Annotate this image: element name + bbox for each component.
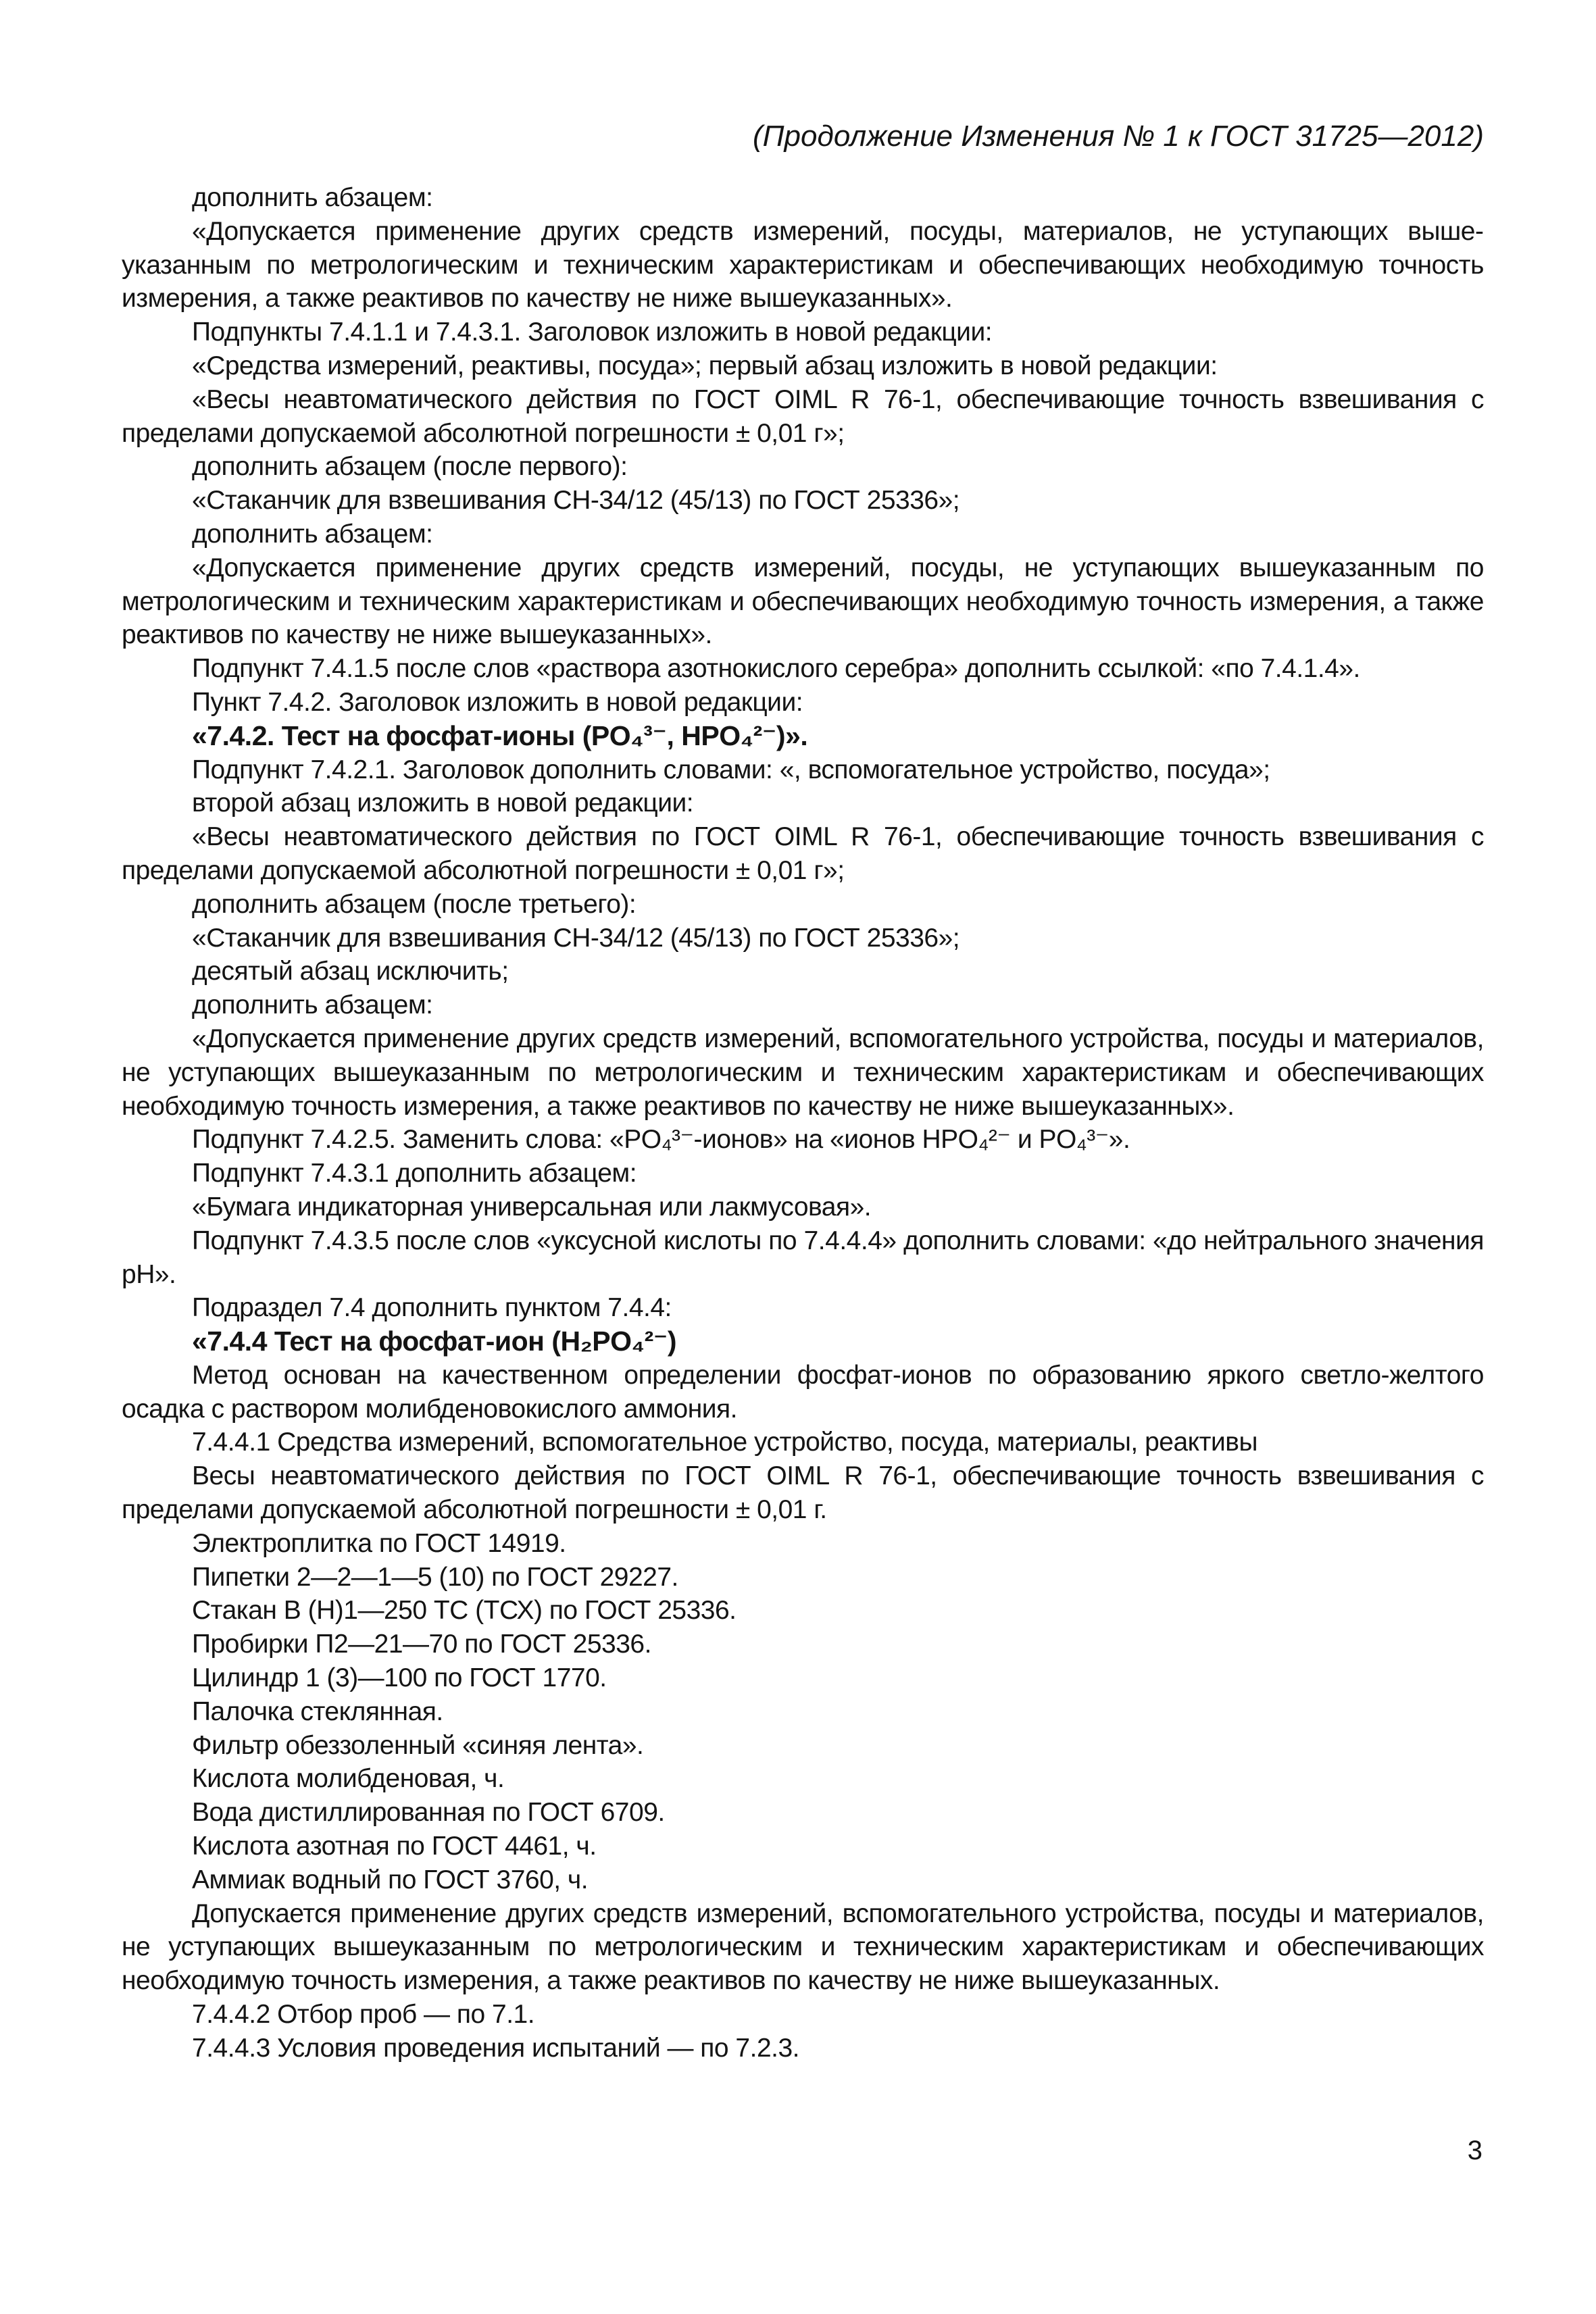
paragraph: Подпункт 7.4.1.5 после слов «раствора азотнокислого серебра» дополнить ссылкой: «по 7.4.1.4». (192, 654, 1360, 684)
paragraph: Допускается применение других средств измерений, вспомогательного устройства, посуды и материалов, не уступающих вышеуказанным по метрологическим и техническим характеристикам и обеспечивающих необходимую точность измерения, а также реактивов по качеству не ниже вышеуказанных. (122, 1898, 1484, 1996)
paragraph: Подпункт 7.4.3.1 дополнить абзацем: (192, 1159, 637, 1188)
section-heading: «7.4.4 Тест на фосфат-ион (H₂PO₄²⁻) (192, 1326, 677, 1357)
paragraph: «Стаканчик для взвешивания СН-34/12 (45/13) по ГОСТ 25336»; (192, 486, 960, 515)
paragraph: Подпункт 7.4.2.5. Заменить слова: «PO₄³⁻-ионов» на «ионов HPO₄²⁻ и PO₄³⁻». (192, 1125, 1130, 1155)
page-number: 3 (1467, 2136, 1482, 2165)
list-item: Пробирки П2—21—70 по ГОСТ 25336. (192, 1630, 651, 1659)
paragraph: «Допускается применение других средств измерений, вспомогательного устройства, посуды и материалов, не уступающих вышеуказанным по метрологическим и техническим характеристикам и обеспечивающих необходимую точность измерения, а также реактивов по качеству не ниже вышеуказанных». (122, 1024, 1484, 1121)
paragraph: «Весы неавтоматического действия по ГОСТ OIML R 76-1, обеспечивающие точность взвешивания с пределами допускаемой абсолютной погрешности ± 0,01 г»; (122, 822, 1484, 885)
paragraph: дополнить абзацем: (192, 990, 433, 1020)
document-body (122, 181, 1484, 2065)
paragraph: дополнить абзацем (после третьего): (192, 889, 637, 919)
paragraph: Подпункт 7.4.3.5 после слов «уксусной кислоты по 7.4.4.4» дополнить словами: «до нейтрального значения pH». (122, 1226, 1484, 1289)
list-item: Пипетки 2—2—1—5 (10) по ГОСТ 29227. (192, 1562, 678, 1592)
paragraph: дополнить абзацем: (192, 183, 433, 212)
paragraph: «Стаканчик для взвешивания СН-34/12 (45/13) по ГОСТ 25336»; (192, 923, 960, 953)
paragraph: Подраздел 7.4 дополнить пунктом 7.4.4: (192, 1293, 672, 1323)
paragraph: Подпункты 7.4.1.1 и 7.4.3.1. Заголовок изложить в новой редакции: (192, 318, 993, 347)
list-item: Аммиак водный по ГОСТ 3760, ч. (192, 1865, 589, 1894)
paragraph: 7.4.4.2 Отбор проб — по 7.1. (192, 2000, 535, 2030)
paragraph: Подпункт 7.4.2.1. Заголовок дополнить словами: «, вспомогательное устройство, посуда»; (192, 755, 1270, 784)
list-item: Цилиндр 1 (3)—100 по ГОСТ 1770. (192, 1663, 607, 1693)
list-item: Палочка стеклянная. (192, 1696, 443, 1726)
running-header: (Продолжение Изменения № 1 к ГОСТ 31725—2012) (753, 120, 1484, 153)
paragraph: Пункт 7.4.2. Заголовок изложить в новой редакции: (192, 687, 803, 717)
paragraph: Метод основан на качественном определении фосфат-ионов по образованию яркого светло-желтого осадка с раствором молибденовокислого аммония. (122, 1360, 1484, 1424)
list-item: Электроплитка по ГОСТ 14919. (192, 1528, 566, 1558)
paragraph: 7.4.4.1 Средства измерений, вспомогательное устройство, посуда, материалы, реактивы (192, 1428, 1258, 1457)
paragraph: «Средства измерений, реактивы, посуда»; первый абзац изложить в новой редакции: (192, 351, 1218, 380)
paragraph: «Допускается применение других средств измерений, посуды, материалов, не уступающих вышеуказанным по метрологическим и техническим характеристикам и обеспечивающих необходимую точность измерения, а также реактивов по качеству не ниже вышеуказанных». (122, 216, 1484, 313)
paragraph: «Бумага индикаторная универсальная или лакмусовая». (192, 1192, 872, 1222)
list-item: Фильтр обеззоленный «синяя лента». (192, 1730, 644, 1760)
paragraph: десятый абзац исключить; (192, 957, 509, 986)
paragraph: «Весы неавтоматического действия по ГОСТ OIML R 76-1, обеспечивающие точность взвешивания с пределами допускаемой абсолютной погрешности ± 0,01 г»; (122, 384, 1484, 448)
list-item: Вода дистиллированная по ГОСТ 6709. (192, 1798, 665, 1828)
paragraph: дополнить абзацем: (192, 519, 433, 549)
list-item: Стакан В (Н)1—250 ТС (ТСХ) по ГОСТ 25336. (192, 1596, 737, 1626)
list-item: Кислота молибденовая, ч. (192, 1764, 505, 1794)
section-heading: «7.4.2. Тест на фосфат-ионы (PO₄³⁻, HPO₄²⁻)». (192, 720, 808, 751)
paragraph: 7.4.4.3 Условия проведения испытаний — по 7.2.3. (192, 2033, 799, 2063)
paragraph: «Допускается применение других средств измерений, посуды, не уступающих вышеуказанным по метрологическим и техническим характеристикам и обеспечивающих необходимую точность измерения, а также реактивов по качеству не ниже вышеуказанных». (122, 553, 1484, 650)
paragraph: Весы неавтоматического действия по ГОСТ OIML R 76-1, обеспечивающие точность взвешивания с пределами допускаемой абсолютной погрешности ± 0,01 г. (122, 1461, 1484, 1525)
list-item: Кислота азотная по ГОСТ 4461, ч. (192, 1832, 597, 1861)
paragraph: дополнить абзацем (после первого): (192, 452, 628, 482)
paragraph: второй абзац изложить в новой редакции: (192, 788, 694, 818)
